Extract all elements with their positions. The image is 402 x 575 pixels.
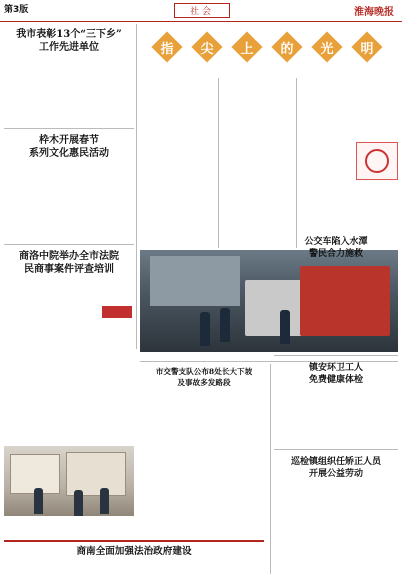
section-divider (4, 244, 134, 245)
banner-char: 的 (271, 31, 302, 62)
article-body (4, 166, 134, 242)
photo-person (200, 312, 210, 346)
headline-line: 商洛中院举办全市法院 (19, 251, 119, 262)
article-body (300, 78, 352, 248)
section-divider (4, 128, 134, 129)
banner-char: 指 (151, 31, 182, 62)
banner-char: 尖 (191, 31, 222, 62)
headline-line: 我市表彰13个“三下乡” (16, 29, 122, 40)
article-headline (4, 250, 134, 276)
headline-line: 镇安环卫工人 (308, 363, 363, 373)
section-divider (274, 449, 398, 450)
photo-building (150, 256, 240, 306)
page-number: 第3版 (4, 5, 29, 15)
feature-banner (140, 30, 398, 70)
photo-person (74, 490, 83, 516)
headline-line: 枠木开展春节 (39, 135, 99, 146)
photo-person (34, 488, 43, 514)
page-header (0, 0, 402, 22)
headline-line: 及事故多发路段 (177, 378, 231, 387)
article-body (4, 58, 134, 126)
headline-line: 警民合力施救 (308, 249, 363, 259)
article-body (274, 484, 398, 572)
article-body (140, 392, 268, 532)
column-tag (102, 306, 132, 318)
headline-line: 市交警支队公布8处长大下坡 (155, 367, 253, 376)
headline-line: 工作先进单位 (39, 42, 99, 53)
article-headline (4, 134, 134, 160)
headline-line: 开展公益劳动 (308, 469, 363, 479)
section-label: 社会 (174, 3, 230, 18)
article-body (140, 78, 216, 248)
article-headline (274, 362, 398, 386)
article-body (274, 390, 398, 446)
headline-line: 民商事案件评查培训 (24, 264, 114, 275)
banner-char: 明 (351, 31, 382, 62)
article-body (4, 562, 264, 574)
article-headline (140, 366, 268, 388)
column-divider (218, 78, 219, 248)
headline-line: 公交车陷入水潭 (304, 237, 368, 247)
banner-char: 上 (231, 31, 262, 62)
article-body (4, 282, 100, 354)
masthead-logo: 淮海晚报 (354, 7, 394, 18)
headline-line: 免费健康体检 (308, 375, 363, 385)
banner-char: 光 (311, 31, 342, 62)
section-divider (274, 355, 398, 356)
article-headline (274, 456, 398, 480)
section-divider (4, 540, 264, 542)
article-body (274, 264, 398, 352)
photo-person (100, 488, 109, 514)
article-body (222, 78, 294, 248)
article-headline: 商南全面加强法治政府建设 (76, 546, 192, 557)
news-photo (4, 446, 134, 516)
badge-icon (356, 142, 398, 180)
column-divider (296, 78, 297, 248)
headline-line: 系列文化惠民活动 (29, 148, 109, 159)
column-divider (270, 364, 271, 574)
column-divider (136, 24, 137, 349)
headline-line: 巡检镇组织任矫正人员 (290, 457, 381, 467)
photo-person (220, 308, 230, 342)
article-headline (274, 236, 398, 260)
article-headline (4, 28, 134, 54)
